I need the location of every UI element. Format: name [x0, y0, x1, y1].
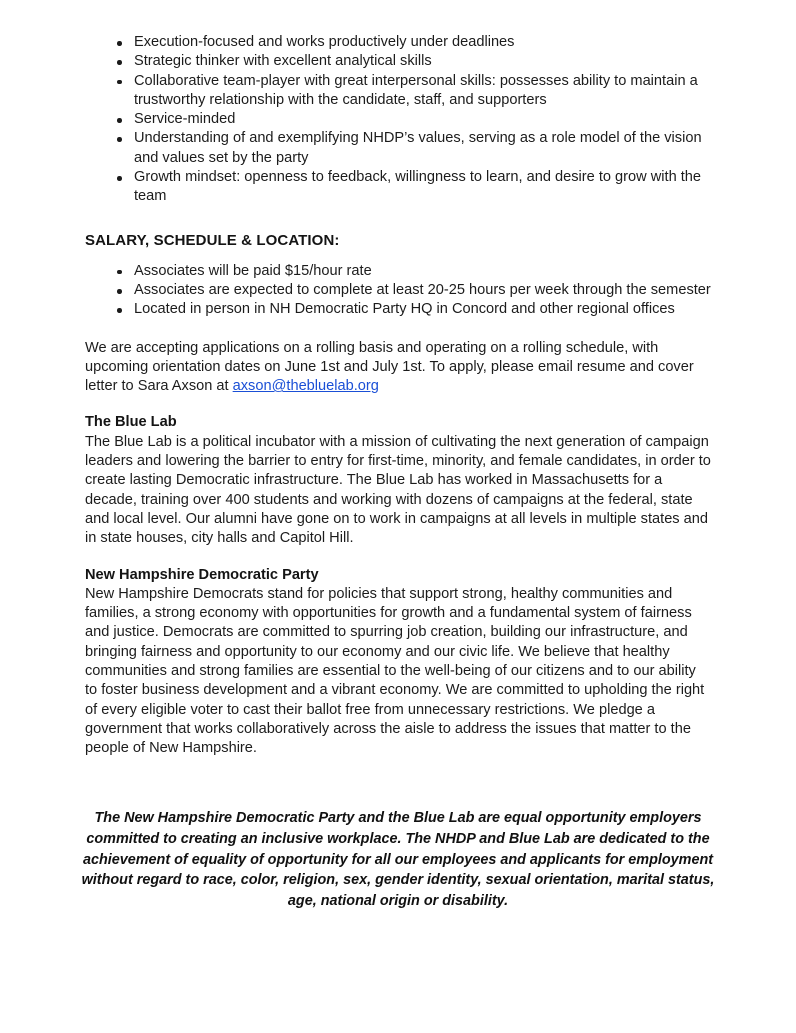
spacer: [85, 320, 711, 339]
list-item: Located in person in NH Democratic Party HQ in Concord and other regional offices: [85, 300, 711, 319]
list-item: Execution-focused and works productively under deadlines: [85, 33, 711, 52]
list-item: Growth mindset: openness to feedback, willingness to learn, and desire to grow with the team: [85, 168, 711, 207]
nhdp-heading: New Hampshire Democratic Party: [85, 566, 319, 583]
list-item: Understanding of and exemplifying NHDP’s values, serving as a role model of the vision and values set by the party: [85, 129, 711, 168]
application-paragraph: [85, 339, 711, 397]
list-item: Associates will be paid $15/hour rate: [85, 262, 711, 281]
nhdp-paragraph: New Hampshire Democrats stand for policies that support strong, healthy communities and families, a strong economy with opportunities for growth and a fundamental system of fairness and justice. Democrats are committed to spurring job creation, building our infrastructure, and bringing fairness and opportunity to our economy and our civic life. We believe that healthy communities and strong families are essential to the well-being of our citizens and to our ability to foster business development and a vibrant economy. We are committed to upholding the right of every eligible voter to cast their ballot free from unnecessary restrictions. We pledge a government that works collaboratively across the aisle to address the issues that matter to the people of New Hampshire.: [85, 585, 705, 757]
list-item: Strategic thinker with excellent analytical skills: [85, 52, 711, 71]
equal-opportunity-statement: The New Hampshire Democratic Party and the Blue Lab are equal opportunity employers committed to creating an inclusive workplace. The NHDP and Blue Lab are dedicated to the achievement of equality of opportunity for all our employees and applicants for employment without regard to race, color, religion, sex, gender identity, sexual orientation, marital status, age, national origin or disability.: [81, 810, 715, 910]
blue-lab-heading: The Blue Lab: [85, 414, 177, 431]
spacer: [85, 207, 711, 232]
list-item: Collaborative team-player with great interpersonal skills: possesses ability to maintain a trustworthy relationship with the candidate, staff, and supporters: [85, 72, 711, 111]
salary-section-heading: SALARY, SCHEDULE & LOCATION:: [85, 231, 340, 249]
application-paragraph-text: We are accepting applications on a rolling basis and operating on a rolling schedule, with upcoming orientation dates on June 1st and July 1st. To apply, please email resume and cover letter to Sara Axson at: [85, 339, 694, 395]
list-item: Service-minded: [85, 110, 711, 129]
document-body: [85, 33, 711, 759]
blue-lab-paragraph: The Blue Lab is a political incubator with a mission of cultivating the next generation of campaign leaders and lowering the barrier to entry for first-time, minority, and female candidates, in order to create lasting Democratic infrastructure. The Blue Lab has worked in Massachusetts for a decade, training over 400 students and working with dozens of campaigns at the federal, state and local level. Our alumni have gone on to work in campaigns at all levels in multiple states and in state houses, city halls and Capitol Hill.: [85, 433, 711, 547]
salary-bullet-list: [85, 262, 711, 320]
spacer: [85, 249, 711, 262]
email-link[interactable]: axson@thebluelab.org: [232, 378, 379, 395]
spacer: [85, 549, 711, 566]
spacer: [85, 396, 711, 413]
qualifications-bullet-list: [85, 33, 711, 207]
list-item: Associates are expected to complete at least 20-25 hours per week through the semester: [85, 281, 711, 300]
